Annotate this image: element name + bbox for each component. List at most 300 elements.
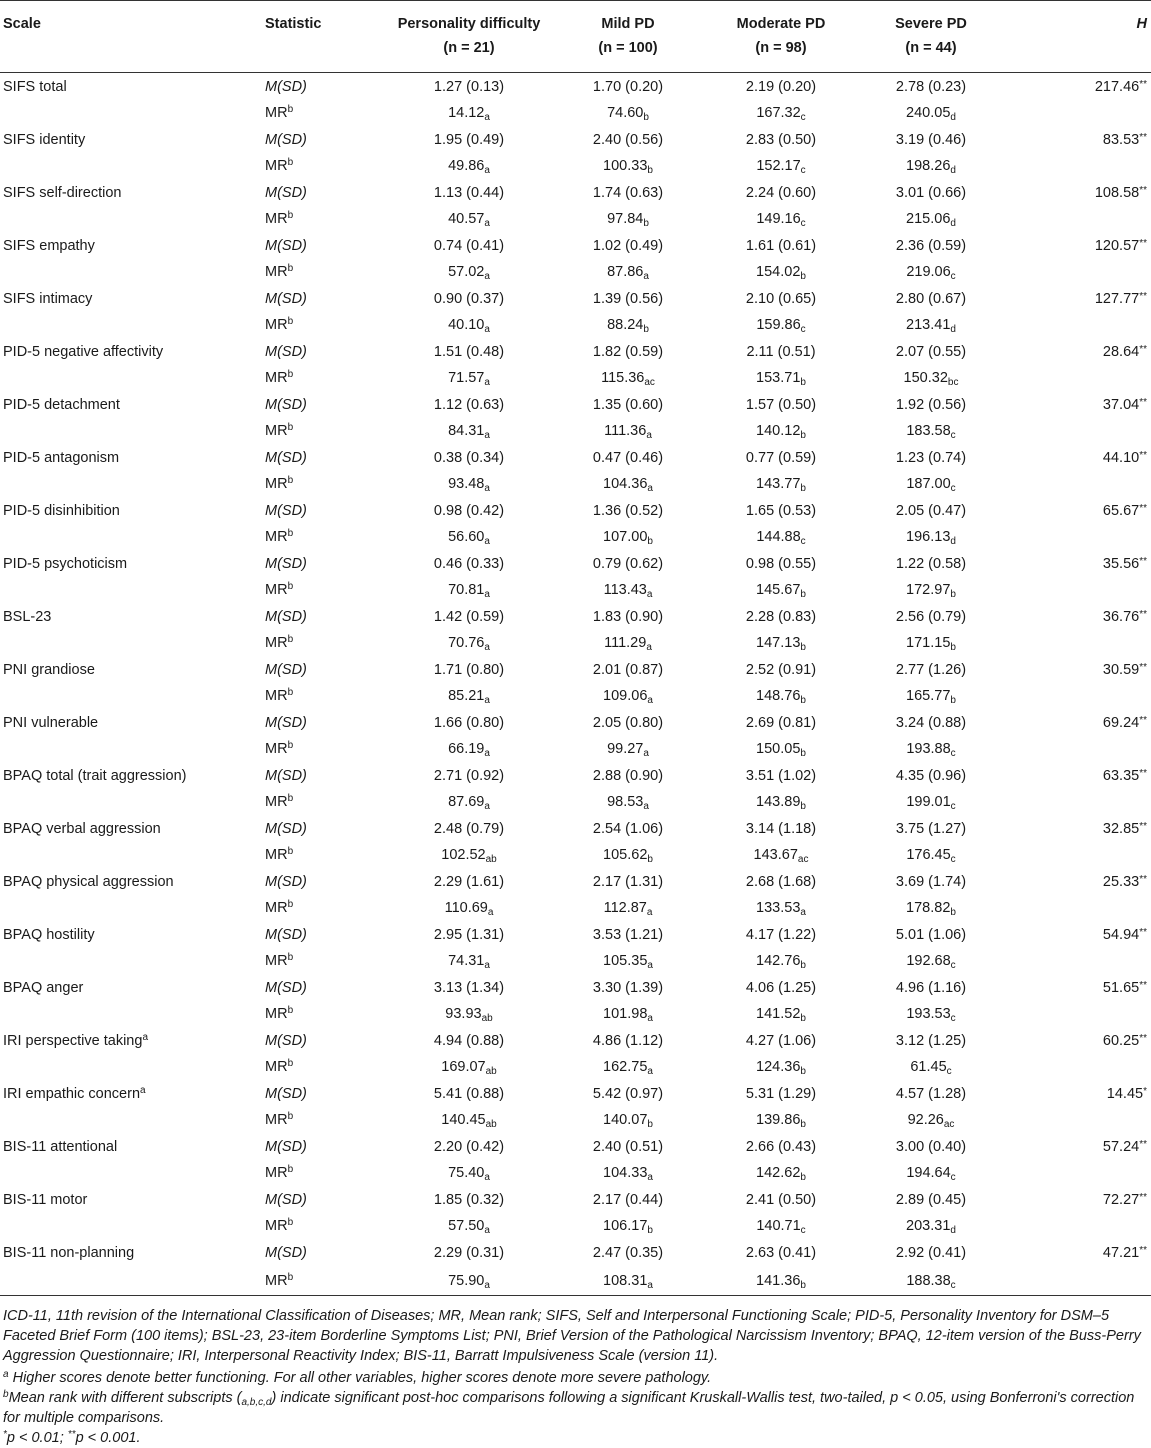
mr-pd	[383, 683, 555, 709]
mr-moderate	[701, 312, 861, 338]
stat-mr	[265, 895, 383, 921]
mr-mild	[555, 206, 701, 232]
mr-subscript: c	[800, 324, 806, 335]
footnote-a-marker: a	[3, 1369, 9, 1380]
stat-mr	[265, 1107, 383, 1133]
scale-name-empty	[0, 312, 265, 338]
msd-mild: 2.54 (1.06)	[592, 820, 664, 837]
stat-mr-label: MR	[265, 264, 288, 280]
mr-subscript: b	[800, 589, 806, 600]
h-statistic	[1001, 232, 1151, 259]
table-row	[0, 762, 1151, 789]
mr-pd	[383, 1266, 555, 1296]
mr-subscript: a	[484, 324, 490, 335]
msd-mild: 1.35 (0.60)	[592, 396, 664, 413]
msd-pd: 2.71 (0.92)	[433, 767, 505, 784]
stat-msd: M(SD)	[265, 1085, 307, 1102]
mr-subscript: a	[484, 377, 490, 388]
msd-pd: 5.41 (0.88)	[433, 1085, 505, 1102]
mr-severe	[861, 895, 1001, 921]
stat-mr-sup: b	[287, 1058, 294, 1069]
mr-severe	[861, 1266, 1001, 1296]
scale-name	[0, 603, 265, 630]
mr-value: 40.57	[448, 211, 485, 227]
msd-pd: 1.13 (0.44)	[433, 184, 505, 201]
mr-subscript: b	[800, 642, 806, 653]
scale-label: PID-5 psychoticism	[3, 555, 128, 572]
stat-mr	[265, 1213, 383, 1239]
table-row	[0, 391, 1151, 418]
h-value: 60.25	[1102, 1032, 1140, 1049]
mr-moderate	[701, 736, 861, 762]
scale-label: BSL-23	[3, 608, 52, 625]
h-statistic	[1001, 656, 1151, 683]
stat-mr-label: MR	[265, 688, 288, 704]
mr-subscript: a	[484, 271, 490, 282]
header-moderate-pd	[701, 1, 861, 73]
msd-severe: 2.89 (0.45)	[895, 1191, 967, 1208]
scale-name-empty	[0, 1266, 265, 1296]
mr-pd	[383, 153, 555, 179]
msd-moderate: 5.31 (1.29)	[745, 1085, 817, 1102]
mr-value: 203.31	[906, 1218, 951, 1234]
scale-name-empty	[0, 789, 265, 815]
h-empty	[1001, 206, 1151, 232]
mr-subscript: a	[484, 960, 490, 971]
mr-value: 188.38	[906, 1272, 951, 1289]
h-statistic	[1001, 1133, 1151, 1160]
stat-msd: M(SD)	[265, 873, 307, 890]
mr-value: 140.71	[756, 1218, 801, 1234]
scale-name	[0, 921, 265, 948]
scale-label: BPAQ total (trait aggression)	[3, 767, 187, 784]
table-row	[0, 630, 1151, 656]
mr-mild	[555, 1160, 701, 1186]
stat-msd: M(SD)	[265, 1191, 307, 1208]
msd-severe: 3.19 (0.46)	[895, 131, 967, 148]
stat-mr	[265, 736, 383, 762]
scale-label: BPAQ anger	[3, 979, 84, 996]
stat-mr	[265, 1160, 383, 1186]
mr-subscript: c	[950, 854, 956, 865]
table-row	[0, 656, 1151, 683]
mr-subscript: b	[800, 801, 806, 812]
mr-pd	[383, 789, 555, 815]
h-empty	[1001, 365, 1151, 391]
scale-label: SIFS identity	[3, 131, 86, 148]
h-empty	[1001, 1213, 1151, 1239]
msd-mild: 2.40 (0.56)	[592, 131, 664, 148]
stat-mr	[265, 206, 383, 232]
mr-value: 92.26	[907, 1112, 944, 1128]
stat-mr-sup: b	[287, 316, 294, 327]
mr-subscript: a	[484, 1225, 490, 1236]
h-statistic	[1001, 762, 1151, 789]
h-significance: **	[1139, 502, 1147, 514]
msd-moderate: 2.10 (0.65)	[745, 290, 817, 307]
h-empty	[1001, 259, 1151, 285]
stat-mr-label: MR	[265, 529, 288, 545]
mr-moderate	[701, 524, 861, 550]
scale-name-empty	[0, 206, 265, 232]
table-row	[0, 1266, 1151, 1296]
mr-severe	[861, 1001, 1001, 1027]
msd-mild: 3.53 (1.21)	[592, 926, 664, 943]
mr-pd	[383, 577, 555, 603]
stat-mr-sup: b	[287, 793, 294, 804]
table-row	[0, 1001, 1151, 1027]
mr-value: 133.53	[756, 900, 801, 916]
mr-subscript: a	[484, 1172, 490, 1183]
msd-pd: 1.42 (0.59)	[433, 608, 505, 625]
msd-pd: 1.51 (0.48)	[433, 343, 505, 360]
stat-mr	[265, 683, 383, 709]
h-significance: **	[1139, 1138, 1147, 1150]
mr-severe	[861, 1054, 1001, 1080]
h-empty	[1001, 471, 1151, 497]
msd-pd: 0.90 (0.37)	[433, 290, 505, 307]
mr-subscript: b	[800, 1013, 806, 1024]
scale-name-empty	[0, 683, 265, 709]
mr-subscript: a	[487, 907, 494, 918]
h-value: 54.94	[1102, 926, 1140, 943]
mr-value: 171.15	[906, 635, 951, 651]
stat-mr-label: MR	[265, 794, 288, 810]
mr-moderate	[701, 577, 861, 603]
scale-name	[0, 762, 265, 789]
mr-moderate	[701, 1213, 861, 1239]
msd-pd: 1.95 (0.49)	[433, 131, 505, 148]
mr-pd	[383, 418, 555, 444]
mr-value: 169.07	[441, 1059, 486, 1075]
h-empty	[1001, 100, 1151, 126]
mr-value: 139.86	[756, 1112, 801, 1128]
mr-value: 57.50	[448, 1218, 485, 1234]
mr-value: 88.24	[607, 317, 644, 333]
h-empty	[1001, 789, 1151, 815]
table-row	[0, 842, 1151, 868]
msd-moderate: 2.66 (0.43)	[745, 1138, 817, 1155]
stat-msd: M(SD)	[265, 767, 307, 784]
stat-mr-label: MR	[265, 211, 288, 227]
stat-mr	[265, 948, 383, 974]
mr-subscript: a	[647, 483, 653, 494]
msd-severe: 3.12 (1.25)	[895, 1032, 967, 1049]
stat-mr-sup: b	[287, 899, 294, 910]
msd-mild: 2.47 (0.35)	[592, 1244, 664, 1261]
table-row	[0, 921, 1151, 948]
stat-mr-label: MR	[265, 741, 288, 757]
header-severe-n: (n = 44)	[905, 40, 957, 56]
table-row	[0, 338, 1151, 365]
msd-severe: 4.96 (1.16)	[895, 979, 967, 996]
h-statistic	[1001, 126, 1151, 153]
mr-value: 107.00	[603, 529, 648, 545]
sig-star-1: *	[3, 1429, 7, 1440]
h-value: 44.10	[1102, 449, 1140, 466]
h-empty	[1001, 1107, 1151, 1133]
stat-msd: M(SD)	[265, 343, 307, 360]
h-value: 69.24	[1102, 714, 1140, 731]
mr-value: 140.12	[756, 423, 801, 439]
msd-pd: 0.46 (0.33)	[433, 555, 505, 572]
mr-value: 194.64	[906, 1165, 951, 1181]
mr-moderate	[701, 630, 861, 656]
scale-name-empty	[0, 895, 265, 921]
mr-subscript: b	[647, 1119, 653, 1130]
table-row	[0, 418, 1151, 444]
msd-moderate: 4.27 (1.06)	[745, 1032, 817, 1049]
scale-name	[0, 974, 265, 1001]
scale-name	[0, 656, 265, 683]
stat-mr-label: MR	[265, 105, 288, 121]
mr-moderate	[701, 948, 861, 974]
mr-subscript: ac	[943, 1119, 955, 1130]
msd-mild: 1.74 (0.63)	[592, 184, 664, 201]
stat-mr	[265, 471, 383, 497]
table-row	[0, 206, 1151, 232]
mr-value: 143.77	[756, 476, 801, 492]
table-row	[0, 524, 1151, 550]
table-row	[0, 895, 1151, 921]
mr-value: 75.40	[448, 1165, 485, 1181]
mr-subscript: b	[800, 377, 806, 388]
h-significance: **	[1139, 767, 1147, 779]
h-empty	[1001, 418, 1151, 444]
mr-severe	[861, 524, 1001, 550]
mr-value: 143.67	[753, 847, 798, 863]
h-statistic	[1001, 1186, 1151, 1213]
sig-text-2: p < 0.001.	[75, 1430, 141, 1446]
mr-value: 141.36	[756, 1272, 801, 1289]
stat-msd: M(SD)	[265, 502, 307, 519]
table-row	[0, 73, 1151, 101]
table-row	[0, 948, 1151, 974]
h-significance: **	[1139, 873, 1147, 885]
mr-subscript: a	[643, 748, 649, 759]
h-empty	[1001, 1266, 1151, 1296]
h-value: 72.27	[1102, 1191, 1140, 1208]
mr-severe	[861, 365, 1001, 391]
msd-pd: 2.29 (1.61)	[433, 873, 505, 890]
mr-subscript: a	[484, 483, 490, 494]
msd-mild: 2.88 (0.90)	[592, 767, 664, 784]
mr-subscript: b	[950, 907, 956, 918]
table-row	[0, 1213, 1151, 1239]
scale-name	[0, 126, 265, 153]
stat-mr-label: MR	[265, 900, 288, 916]
h-significance: **	[1139, 396, 1147, 408]
mr-value: 99.27	[607, 741, 644, 757]
mr-value: 56.60	[448, 529, 485, 545]
mr-subscript: b	[800, 1279, 806, 1291]
sig-star-2: **	[67, 1429, 76, 1440]
mr-severe	[861, 1107, 1001, 1133]
stat-mr-sup: b	[287, 210, 294, 221]
mr-value: 178.82	[906, 900, 951, 916]
table-row	[0, 577, 1151, 603]
footnote-a	[3, 1368, 1141, 1388]
header-mild-label: Mild PD	[601, 16, 655, 32]
mr-severe	[861, 471, 1001, 497]
stat-mr-sup: b	[287, 528, 294, 539]
mr-moderate	[701, 842, 861, 868]
stat-mr-sup: b	[287, 1111, 294, 1122]
scale-name-empty	[0, 471, 265, 497]
mr-moderate	[701, 1001, 861, 1027]
h-empty	[1001, 153, 1151, 179]
mr-subscript: a	[647, 1172, 653, 1183]
scale-label: PID-5 negative affectivity	[3, 343, 164, 360]
msd-mild: 0.47 (0.46)	[592, 449, 664, 466]
stat-mr	[265, 789, 383, 815]
scale-label: PID-5 disinhibition	[3, 502, 120, 519]
scale-label: BPAQ verbal aggression	[3, 820, 161, 837]
mr-pd	[383, 1107, 555, 1133]
msd-moderate: 2.68 (1.68)	[745, 873, 817, 890]
mr-value: 110.69	[444, 900, 488, 916]
h-statistic	[1001, 444, 1151, 471]
scale-name-empty	[0, 1001, 265, 1027]
mr-value: 84.31	[448, 423, 485, 439]
mr-value: 144.88	[756, 529, 801, 545]
mr-mild	[555, 1107, 701, 1133]
msd-mild: 1.83 (0.90)	[592, 608, 664, 625]
scale-label: BPAQ physical aggression	[3, 873, 174, 890]
h-value: 217.46	[1094, 78, 1140, 95]
msd-mild: 1.70 (0.20)	[592, 78, 664, 95]
msd-moderate: 2.28 (0.83)	[745, 608, 817, 625]
mr-subscript: b	[950, 695, 956, 706]
stat-msd: M(SD)	[265, 1244, 307, 1261]
stat-msd: M(SD)	[265, 78, 307, 95]
msd-pd: 0.38 (0.34)	[433, 449, 505, 466]
scale-label: PNI grandiose	[3, 661, 95, 678]
stat-msd: M(SD)	[265, 555, 307, 572]
mr-value: 74.31	[448, 953, 485, 969]
h-value: 83.53	[1102, 131, 1140, 148]
stat-mr	[265, 1054, 383, 1080]
h-significance: **	[1139, 343, 1147, 355]
mr-subscript: d	[950, 112, 956, 123]
mr-subscript: b	[800, 748, 806, 759]
header-pd-label: Personality difficulty	[397, 16, 541, 32]
mr-value: 57.02	[448, 264, 485, 280]
mr-mild	[555, 842, 701, 868]
mr-pd	[383, 312, 555, 338]
mr-subscript: ac	[797, 854, 809, 865]
msd-severe: 2.77 (1.26)	[895, 661, 967, 678]
mr-pd	[383, 206, 555, 232]
msd-moderate: 1.57 (0.50)	[745, 396, 817, 413]
h-significance: **	[1139, 237, 1147, 249]
mr-value: 183.58	[906, 423, 951, 439]
table-row	[0, 736, 1151, 762]
mr-value: 167.32	[756, 105, 801, 121]
mr-severe	[861, 789, 1001, 815]
stat-mr-sup: b	[287, 157, 294, 168]
scale-name	[0, 815, 265, 842]
scale-name	[0, 391, 265, 418]
stat-mr-sup: b	[287, 846, 294, 857]
h-empty	[1001, 1054, 1151, 1080]
msd-severe: 2.92 (0.41)	[895, 1244, 967, 1261]
header-mild-n: (n = 100)	[598, 40, 658, 56]
msd-pd: 4.94 (0.88)	[433, 1032, 505, 1049]
stat-mr	[265, 630, 383, 656]
stat-mr-sup: b	[287, 369, 294, 380]
mr-severe	[861, 1160, 1001, 1186]
table-row	[0, 471, 1151, 497]
mr-mild	[555, 630, 701, 656]
mr-value: 49.86	[448, 158, 485, 174]
msd-severe: 2.56 (0.79)	[895, 608, 967, 625]
mr-value: 145.67	[756, 582, 801, 598]
mr-pd	[383, 1001, 555, 1027]
table-row	[0, 603, 1151, 630]
stat-msd: M(SD)	[265, 661, 307, 678]
stat-mr-sup: b	[287, 1217, 294, 1228]
msd-moderate: 2.41 (0.50)	[745, 1191, 817, 1208]
h-value: 120.57	[1094, 237, 1140, 254]
scale-name	[0, 73, 265, 101]
h-significance: **	[1139, 926, 1147, 938]
mr-value: 112.87	[603, 900, 647, 916]
h-empty	[1001, 577, 1151, 603]
mr-value: 101.98	[603, 1006, 648, 1022]
msd-mild: 1.82 (0.59)	[592, 343, 664, 360]
h-significance: **	[1139, 820, 1147, 832]
table-row	[0, 285, 1151, 312]
h-statistic	[1001, 497, 1151, 524]
table-row	[0, 365, 1151, 391]
mr-mild	[555, 577, 701, 603]
msd-mild: 2.05 (0.80)	[592, 714, 664, 731]
table-row	[0, 868, 1151, 895]
mr-value: 213.41	[906, 317, 951, 333]
mr-moderate	[701, 471, 861, 497]
mr-value: 154.02	[756, 264, 801, 280]
msd-pd: 1.12 (0.63)	[433, 396, 505, 413]
mr-value: 106.17	[603, 1218, 648, 1234]
mr-subscript: a	[646, 430, 652, 441]
msd-pd: 1.71 (0.80)	[433, 661, 505, 678]
mr-severe	[861, 153, 1001, 179]
mr-subscript: b	[950, 642, 956, 653]
header-moderate-label: Moderate PD	[736, 16, 826, 32]
mr-subscript: b	[643, 324, 649, 335]
mr-subscript: c	[800, 165, 806, 176]
mr-value: 165.77	[906, 688, 951, 704]
stat-msd: M(SD)	[265, 184, 307, 201]
scale-name	[0, 709, 265, 736]
mr-value: 66.19	[448, 741, 485, 757]
scale-label: IRI perspective taking	[3, 1032, 143, 1049]
stat-mr-label: MR	[265, 370, 288, 386]
mr-subscript: a	[647, 960, 653, 971]
stat-mr-sup: b	[287, 634, 294, 645]
header-scale: Scale	[0, 1, 265, 73]
msd-severe: 3.01 (0.66)	[895, 184, 967, 201]
mr-subscript: ab	[485, 854, 497, 865]
table-row	[0, 259, 1151, 285]
mr-value: 159.86	[756, 317, 801, 333]
mr-value: 192.68	[906, 953, 951, 969]
mr-subscript: d	[950, 536, 956, 547]
stat-mr-label: MR	[265, 953, 288, 969]
h-significance: **	[1139, 714, 1147, 726]
mr-value: 75.90	[448, 1272, 485, 1289]
